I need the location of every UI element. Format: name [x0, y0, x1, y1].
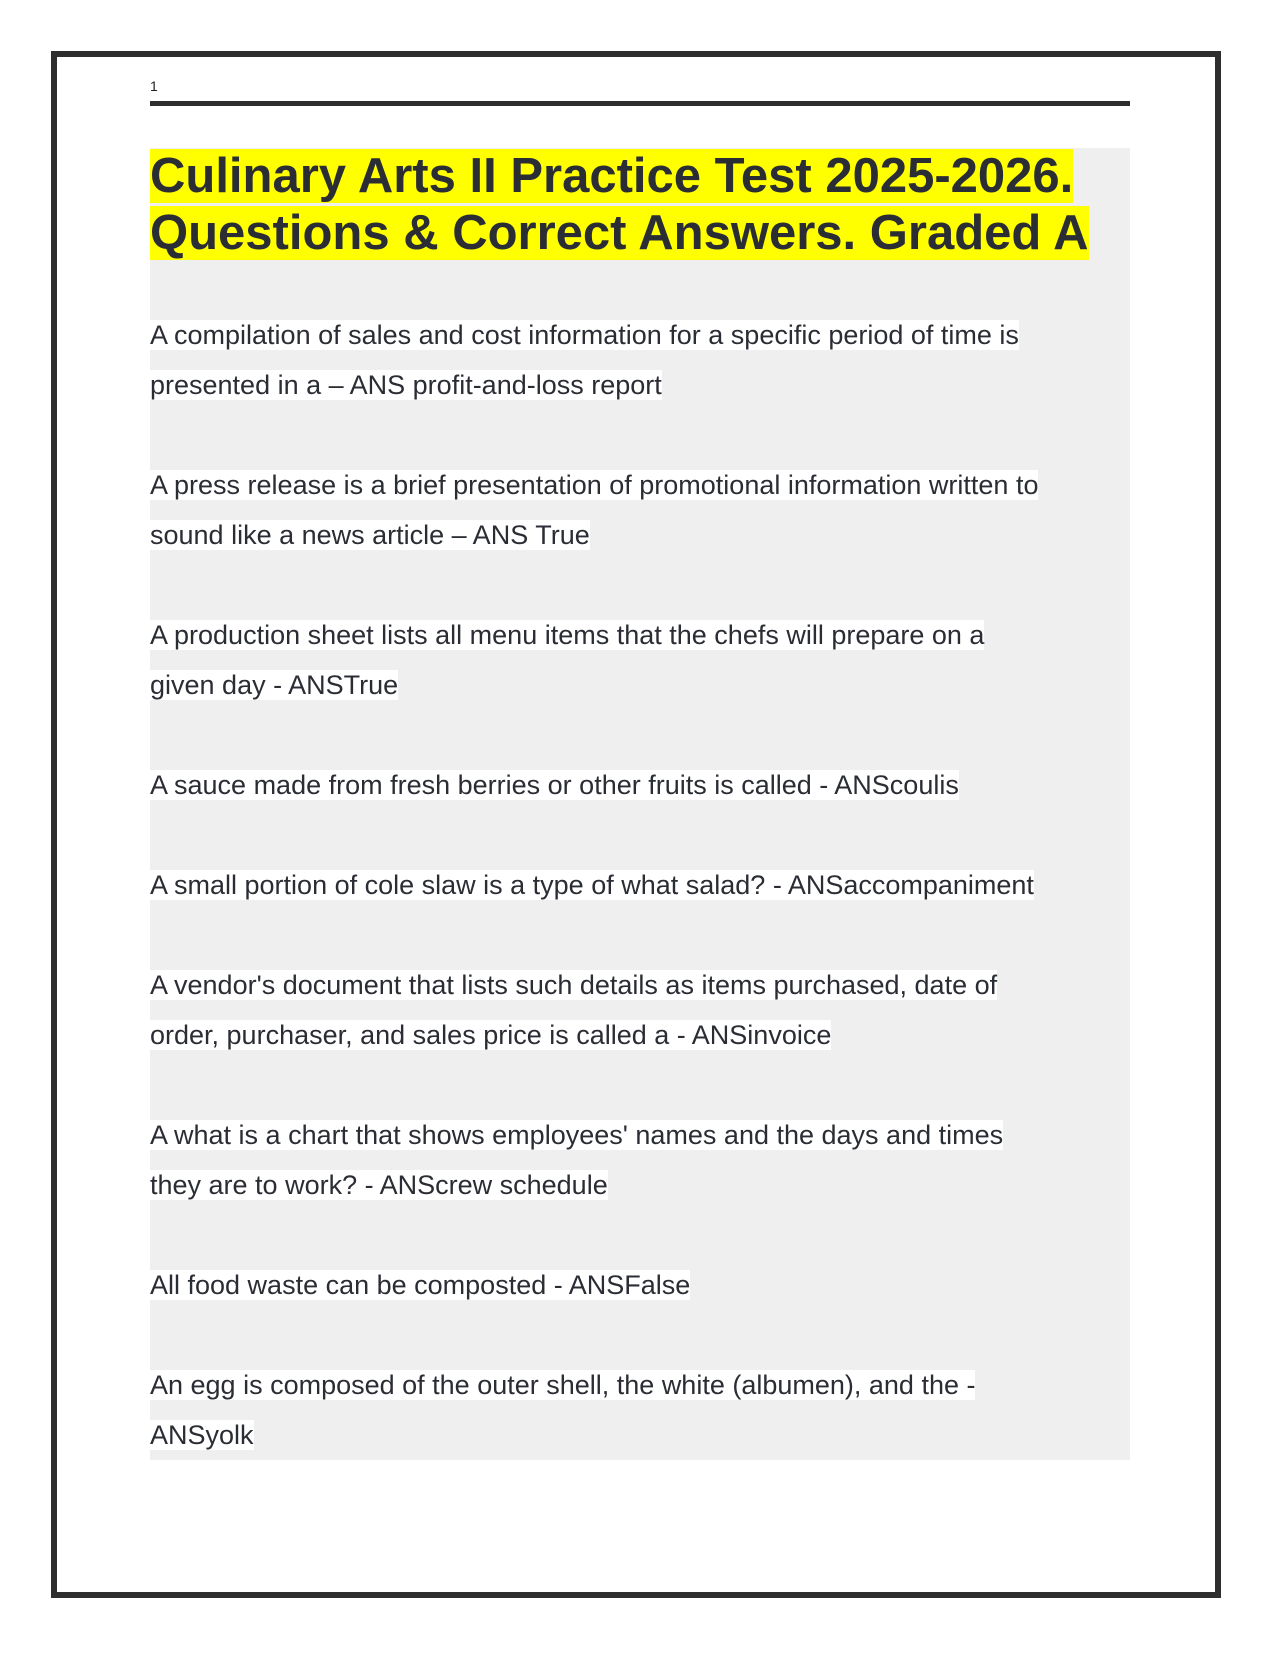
qa-text-line-1: A small portion of cole slaw is a type of what salad? - ANSaccompaniment [150, 870, 1034, 900]
qa-item [150, 610, 1130, 710]
qa-item [150, 760, 1130, 810]
qa-item [150, 1260, 1130, 1310]
qa-text-line-1: A compilation of sales and cost information for a specific period of time is [150, 320, 1019, 350]
qa-text-line-2: order, purchaser, and sales price is called a - ANSinvoice [150, 1020, 832, 1050]
qa-text-line-1: A what is a chart that shows employees' names and the days and times [150, 1120, 1004, 1150]
qa-text-line-2: ANSyolk [150, 1420, 254, 1450]
qa-text-line-2: given day - ANSTrue [150, 670, 399, 700]
qa-text-line-1: A vendor's document that lists such details as items purchased, date of [150, 970, 998, 1000]
qa-text-line-1: A sauce made from fresh berries or other fruits is called - ANScoulis [150, 770, 959, 800]
qa-item [150, 310, 1130, 410]
qa-item [150, 1360, 1130, 1460]
qa-text-line-1: An egg is composed of the outer shell, the white (albumen), and the - [150, 1370, 976, 1400]
qa-text-line-1: All food waste can be composted - ANSFalse [150, 1270, 691, 1300]
qa-item [150, 860, 1130, 910]
qa-list [150, 262, 1130, 1460]
qa-item [150, 960, 1130, 1060]
qa-text-line-2: they are to work? - ANScrew schedule [150, 1170, 608, 1200]
page-number: 1 [150, 78, 158, 94]
title-line-2: Questions & Correct Answers. Graded A [150, 206, 1089, 260]
header-rule [150, 101, 1130, 106]
qa-item [150, 1110, 1130, 1210]
qa-text-line-2: sound like a news article – ANS True [150, 520, 590, 550]
qa-text-line-1: A production sheet lists all menu items that the chefs will prepare on a [150, 620, 985, 650]
qa-text-line-1: A press release is a brief presentation of promotional information written to [150, 470, 1039, 500]
title-line-1: Culinary Arts II Practice Test 2025-2026. [150, 149, 1074, 203]
document-body [150, 148, 1130, 1460]
qa-item [150, 460, 1130, 560]
document-title [150, 148, 1130, 262]
qa-text-line-2: presented in a – ANS profit-and-loss report [150, 370, 662, 400]
